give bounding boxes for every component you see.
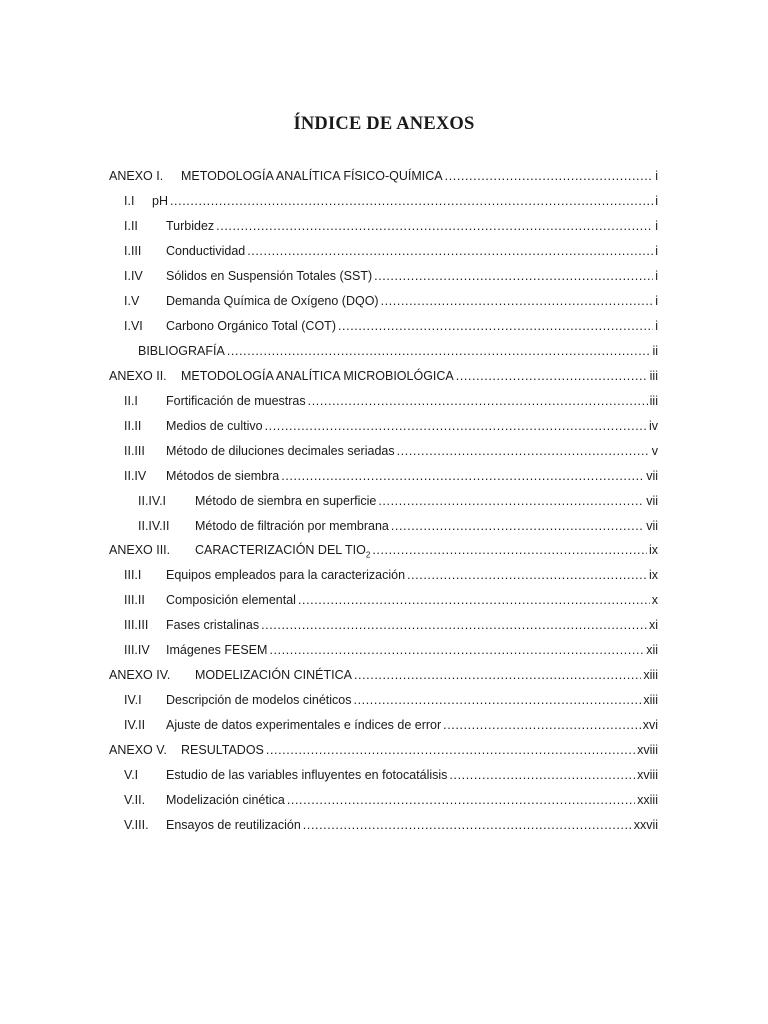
toc-entry-number: V.I: [124, 768, 139, 782]
toc-entry[interactable]: [124, 464, 658, 488]
toc-entry-label-text: CARACTERIZACIÓN DEL TIO: [195, 543, 366, 557]
toc-entry-label: BIBLIOGRAFÍA: [138, 344, 225, 358]
toc-leader-dots: [407, 563, 647, 587]
toc-entry-number: II.IV: [124, 469, 147, 483]
toc-leader-dots: [287, 788, 635, 812]
toc-entry-label: Método de siembra en superficie: [195, 494, 377, 508]
toc-entry-page: iv: [648, 419, 658, 433]
toc-entry-page: v: [651, 444, 658, 458]
toc-leader-dots: [308, 389, 648, 413]
toc-entry-number: III.I: [124, 568, 142, 582]
toc-leader-dots: [170, 189, 653, 213]
toc-entry-page: xii: [646, 643, 658, 657]
toc-leader-dots: [216, 214, 653, 238]
toc-leader-dots: [397, 439, 650, 463]
toc-entry-page: i: [655, 194, 658, 208]
toc-entry[interactable]: [124, 214, 658, 238]
toc-entry-label: Carbono Orgánico Total (COT): [166, 319, 336, 333]
toc-entry-page: vii: [646, 519, 658, 533]
toc-leader-dots: [354, 663, 641, 687]
toc-leader-dots: [443, 713, 641, 737]
toc-entry[interactable]: [124, 788, 658, 812]
toc-entry-label: [195, 538, 370, 562]
toc-entry-number: ANEXO III.: [109, 543, 171, 557]
toc-entry-label: Método de diluciones decimales seriadas: [166, 444, 395, 458]
subscript-two: 2: [365, 550, 371, 560]
toc-entry-label: Imágenes FESEM: [166, 643, 268, 657]
toc-entry[interactable]: [124, 713, 658, 737]
toc-entry-label: Turbidez: [166, 219, 215, 233]
toc-entry-label: Demanda Química de Oxígeno (DQO): [166, 294, 379, 308]
toc-entry[interactable]: [124, 813, 658, 837]
toc-entry-page: xi: [648, 618, 658, 632]
toc-entry-page: i: [655, 219, 658, 233]
toc-entry-number: III.IV: [124, 643, 150, 657]
toc-entry-number: II.I: [124, 394, 138, 408]
toc-entry-label: Fases cristalinas: [166, 618, 260, 632]
toc-entry-number: V.III.: [124, 818, 149, 832]
toc-leader-dots: [445, 164, 654, 188]
toc-entry-page: iii: [649, 369, 658, 383]
toc-leader-dots: [261, 613, 647, 637]
toc-entry[interactable]: [109, 364, 658, 388]
toc-entry-page: ii: [652, 344, 658, 358]
toc-leader-dots: [266, 738, 635, 762]
toc-entry-number: II.III: [124, 444, 145, 458]
toc-entry-label: Descripción de modelos cinéticos: [166, 693, 352, 707]
toc-entry-number: V.II.: [124, 793, 146, 807]
toc-entry-label: Modelización cinética: [166, 793, 285, 807]
toc-entry-number: ANEXO V.: [109, 743, 167, 757]
toc-entry-number: ANEXO I.: [109, 169, 164, 183]
toc-entry[interactable]: [124, 264, 658, 288]
toc-leader-dots: [381, 289, 654, 313]
toc-entry-page: i: [655, 269, 658, 283]
toc-entry-label: Método de filtración por membrana: [195, 519, 389, 533]
toc-entry-label: Composición elemental: [166, 593, 296, 607]
toc-entry[interactable]: [138, 339, 658, 363]
toc-entry-page: xxvii: [633, 818, 658, 832]
toc-entry-number: II.II: [124, 419, 142, 433]
toc-leader-dots: [378, 489, 644, 513]
toc-entry-page: x: [651, 593, 658, 607]
toc-entry-page: i: [655, 294, 658, 308]
toc-leader-dots: [449, 763, 635, 787]
toc-leader-dots: [374, 264, 653, 288]
toc-entry[interactable]: [124, 414, 658, 438]
toc-leader-dots: [303, 813, 632, 837]
toc-entry-page: xviii: [637, 768, 658, 782]
toc-entry-page: vii: [646, 469, 658, 483]
toc-leader-dots: [298, 588, 650, 612]
toc-entry[interactable]: [124, 439, 658, 463]
toc-entry-label: Medios de cultivo: [166, 419, 263, 433]
toc-entry[interactable]: [138, 514, 658, 538]
toc-entry-label: METODOLOGÍA ANALÍTICA MICROBIOLÓGICA: [181, 369, 454, 383]
toc-entry-label: Métodos de siembra: [166, 469, 280, 483]
toc-entry[interactable]: [109, 663, 658, 687]
toc-entry-label: Equipos empleados para la caracterización: [166, 568, 406, 582]
toc-entry-page: vii: [646, 494, 658, 508]
toc-leader-dots: [281, 464, 644, 488]
toc-entry-page: i: [655, 319, 658, 333]
toc-entry[interactable]: [138, 489, 658, 513]
toc-entry-number: ANEXO II.: [109, 369, 167, 383]
toc-entry[interactable]: [124, 239, 658, 263]
toc-entry[interactable]: [109, 164, 658, 188]
toc-entry-page: ix: [648, 568, 658, 582]
toc-leader-dots: [265, 414, 647, 438]
toc-entry-page: xviii: [637, 743, 658, 757]
toc-entry-page: xiii: [643, 668, 658, 682]
toc-entry-page: ix: [648, 543, 658, 557]
toc-entry-label: METODOLOGÍA ANALÍTICA FÍSICO-QUÍMICA: [181, 169, 443, 183]
toc-leader-dots: [338, 314, 653, 338]
toc-entry-page: iii: [649, 394, 658, 408]
toc-entry[interactable]: [124, 389, 658, 413]
toc-leader-dots: [456, 364, 648, 388]
toc-entry-number: III.II: [124, 593, 145, 607]
toc-entry-label: RESULTADOS: [181, 743, 264, 757]
toc-leader-dots: [269, 638, 644, 662]
toc-entry-number: II.IV.II: [138, 519, 170, 533]
toc-entry-label: pH: [152, 194, 168, 208]
toc-entry-number: I.V: [124, 294, 140, 308]
toc-entry[interactable]: [124, 289, 658, 313]
toc-leader-dots: [247, 239, 653, 263]
toc-leader-dots: [391, 514, 644, 538]
toc-entry-number: I.II: [124, 219, 138, 233]
toc-entry-number: I.III: [124, 244, 142, 258]
toc-entry[interactable]: [124, 189, 658, 213]
toc-entry[interactable]: [109, 538, 658, 562]
toc-entry-number: I.VI: [124, 319, 143, 333]
toc-entry-page: xvi: [642, 718, 658, 732]
toc-entry-number: II.IV.I: [138, 494, 167, 508]
toc-entry-page: i: [655, 244, 658, 258]
toc-entry-label: MODELIZACIÓN CINÉTICA: [195, 668, 352, 682]
toc-entry-number: IV.I: [124, 693, 142, 707]
toc-entry-label: Sólidos en Suspensión Totales (SST): [166, 269, 373, 283]
toc-entry-number: III.III: [124, 618, 149, 632]
toc-entry-label: Ensayos de reutilización: [166, 818, 301, 832]
toc-entry[interactable]: [124, 688, 658, 712]
toc-entry-number: ANEXO IV.: [109, 668, 171, 682]
toc-entry-label: Ajuste de datos experimentales e índices de error: [166, 718, 442, 732]
toc-entry-page: i: [655, 169, 658, 183]
toc-entry[interactable]: [124, 638, 658, 662]
toc-entry[interactable]: [109, 738, 658, 762]
toc-leader-dots: [354, 688, 642, 712]
toc-leader-dots: [372, 538, 647, 562]
toc-entry-page: xiii: [643, 693, 658, 707]
toc-entry[interactable]: [124, 613, 658, 637]
toc-entry[interactable]: [124, 314, 658, 338]
toc-entry-page: xxiii: [637, 793, 658, 807]
toc-entry-label: Estudio de las variables influyentes en fotocatálisis: [166, 768, 448, 782]
toc-entry[interactable]: [124, 763, 658, 787]
toc-entry-number: IV.II: [124, 718, 146, 732]
page-title: ÍNDICE DE ANEXOS: [293, 114, 475, 134]
toc-entry-label: Conductividad: [166, 244, 246, 258]
toc-entry-label: Fortificación de muestras: [166, 394, 306, 408]
toc-entry[interactable]: [124, 563, 658, 587]
toc-entry-number: I.IV: [124, 269, 143, 283]
toc-entry-number: I.I: [124, 194, 135, 208]
toc-leader-dots: [227, 339, 651, 363]
toc-entry[interactable]: [124, 588, 658, 612]
